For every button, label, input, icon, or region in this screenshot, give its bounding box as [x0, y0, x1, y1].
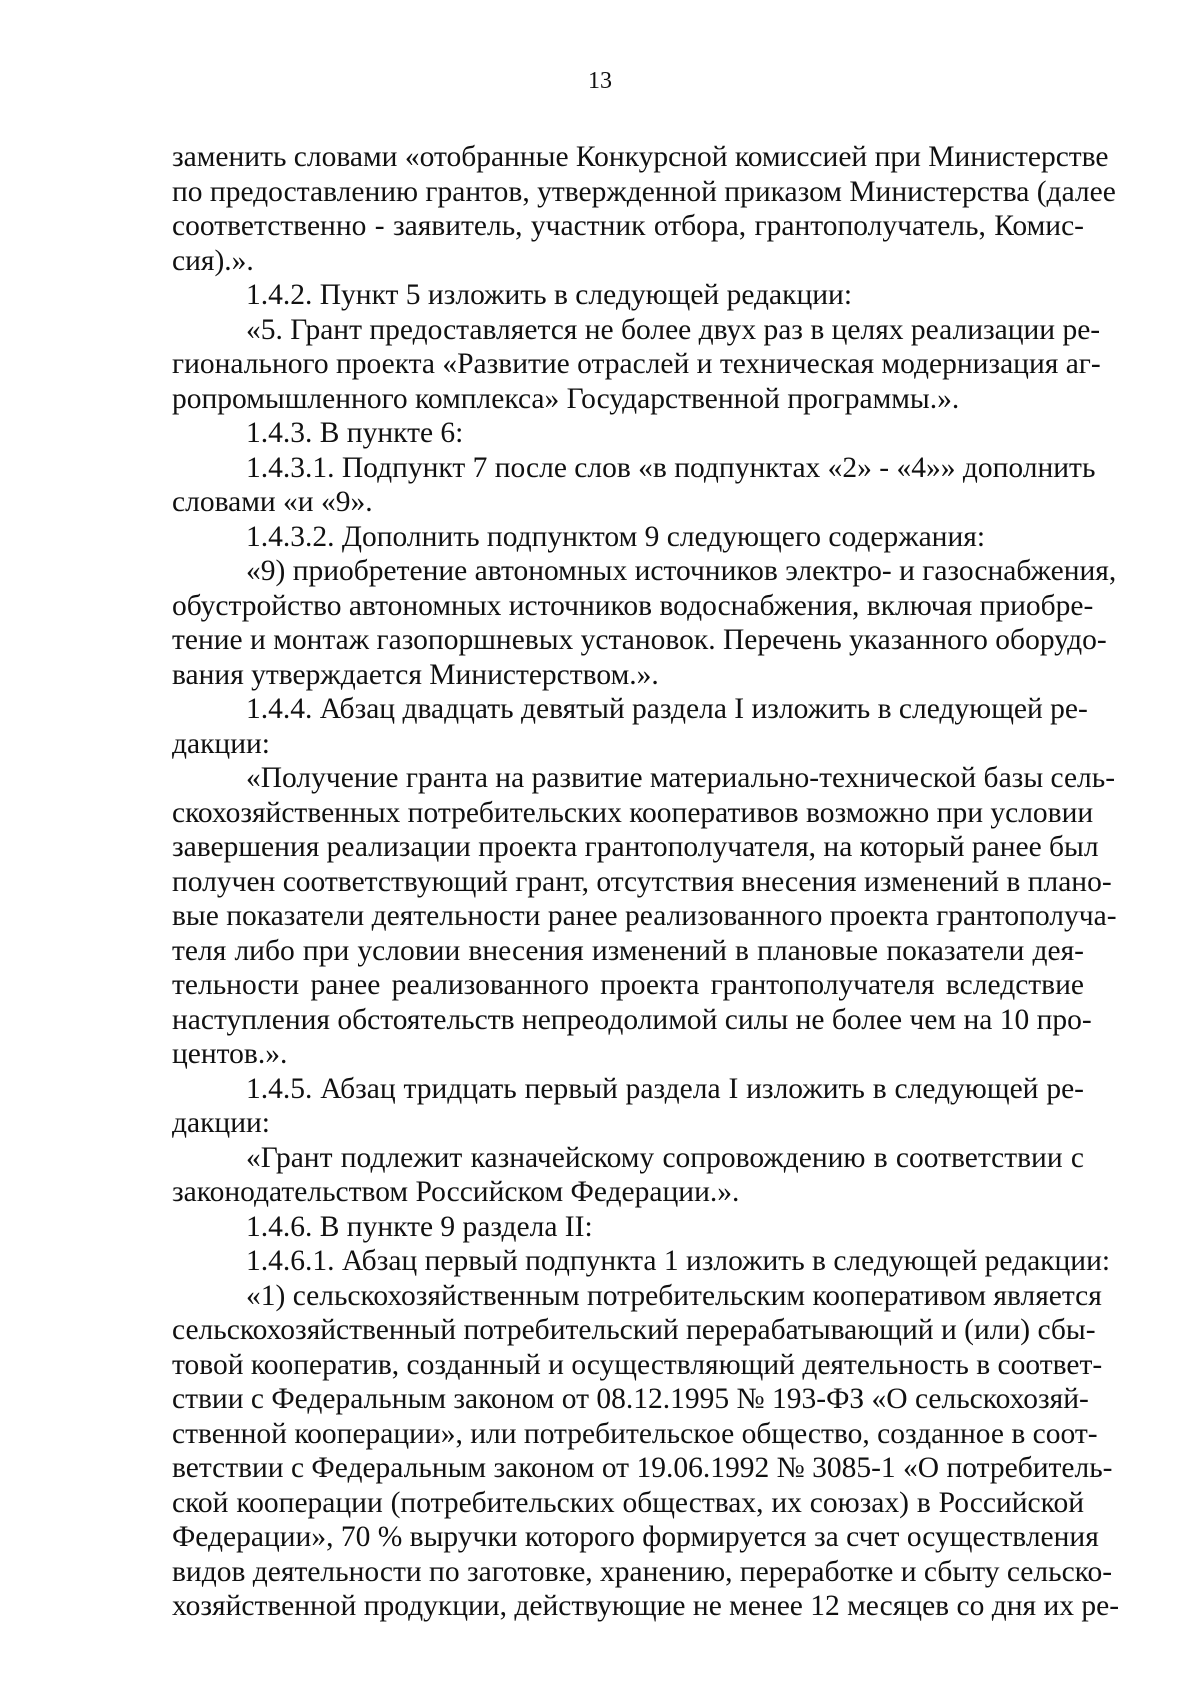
text-line: дакции: [172, 727, 270, 760]
text-line: Федерации», 70 % выручки которого формируется за счет осуществления [172, 1521, 1099, 1553]
text-line: сельскохозяйственный потребительский перерабатывающий и (или) сбы- [172, 1314, 1096, 1346]
text-line: сия).». [172, 244, 254, 277]
text-line: дакции: [172, 1107, 270, 1139]
text-line: ветствии с Федеральным законом от 19.06.1992 № 3085-1 «О потребитель- [172, 1452, 1113, 1484]
text-line: 1.4.3. В пункте 6: [246, 417, 464, 449]
document-body [172, 140, 1120, 1624]
text-line: завершения реализации проекта грантополучателя, на который ранее был [172, 831, 1099, 863]
text-line: 1.4.4. Абзац двадцать девятый раздела I изложить в следующей ре- [246, 693, 1088, 725]
text-line: ской кооперации (потребительских обществах, их союзах) в Российской [172, 1486, 1084, 1519]
text-line: 1.4.3.2. Дополнить подпунктом 9 следующего содержания: [246, 520, 986, 553]
text-line: вания утверждается Министерством.». [172, 658, 659, 691]
text-line: получен соответствующий грант, отсутствия внесения изменений в плано- [172, 865, 1112, 898]
text-line: «9) приобретение автономных источников электро- и газоснабжения, [246, 555, 1117, 587]
text-line: вые показатели деятельности ранее реализованного проекта грантополуча- [172, 900, 1117, 932]
text-line: соответственно - заявитель, участник отбора, грантополучатель, Комис- [172, 210, 1084, 242]
text-line: тение и монтаж газопоршневых установок. Перечень указанного оборудо- [172, 624, 1107, 656]
text-line: «Получение гранта на развитие материально-технической базы сель- [246, 762, 1116, 794]
text-line: скохозяйственных потребительских кооперативов возможно при условии [172, 796, 1094, 829]
text-line: 1.4.5. Абзац тридцать первый раздела I изложить в следующей ре- [246, 1072, 1084, 1105]
text-line: видов деятельности по заготовке, хранению, переработке и сбыту сельско- [172, 1555, 1113, 1588]
text-line: 1.4.3.1. Подпункт 7 после слов «в подпунктах «2» - «4»» дополнить [246, 451, 1096, 484]
text-line: по предоставлению грантов, утвержденной приказом Министерства (далее [172, 175, 1116, 208]
text-line: наступления обстоятельств непреодолимой силы не более чем на 10 про- [172, 1003, 1092, 1036]
text-line: ропромышленного комплекса» Государственной программы.». [172, 382, 960, 415]
text-line: гионального проекта «Развитие отраслей и техническая модернизация аг- [172, 348, 1101, 380]
text-line: тельности ранее реализованного проекта грантополучателя вследствие [172, 969, 1084, 1001]
text-line: «Грант подлежит казначейскому сопровождению в соответствии с [246, 1141, 1084, 1174]
text-line: ственной кооперации», или потребительское общество, созданное в соот- [172, 1417, 1098, 1450]
text-line: обустройство автономных источников водоснабжения, включая приобре- [172, 589, 1094, 622]
text-line: теля либо при условии внесения изменений в плановые показатели дея- [172, 934, 1084, 967]
text-line: заменить словами «отобранные Конкурсной комиссией при Министерстве [172, 141, 1109, 173]
page-number: 13 [588, 68, 612, 94]
text-line: словами «и «9». [172, 486, 373, 518]
text-line: центов.». [172, 1038, 288, 1070]
text-line: товой кооператив, созданный и осуществляющий деятельность в соответ- [172, 1348, 1103, 1381]
text-line: 1.4.6. В пункте 9 раздела II: [246, 1210, 593, 1243]
text-line: 1.4.6.1. Абзац первый подпункта 1 изложить в следующей редакции: [246, 1245, 1111, 1277]
text-line: законодательством Российском Федерации.». [172, 1176, 740, 1208]
text-line: «1) сельскохозяйственным потребительским кооперативом является [246, 1279, 1102, 1312]
text-line: ствии с Федеральным законом от 08.12.1995 № 193-ФЗ «О сельскохозяй- [172, 1383, 1089, 1415]
text-line: «5. Грант предоставляется не более двух раз в целях реализации ре- [246, 313, 1101, 346]
text-line: хозяйственной продукции, действующие не менее 12 месяцев со дня их ре- [172, 1590, 1120, 1622]
text-line: 1.4.2. Пункт 5 изложить в следующей редакции: [246, 279, 853, 311]
